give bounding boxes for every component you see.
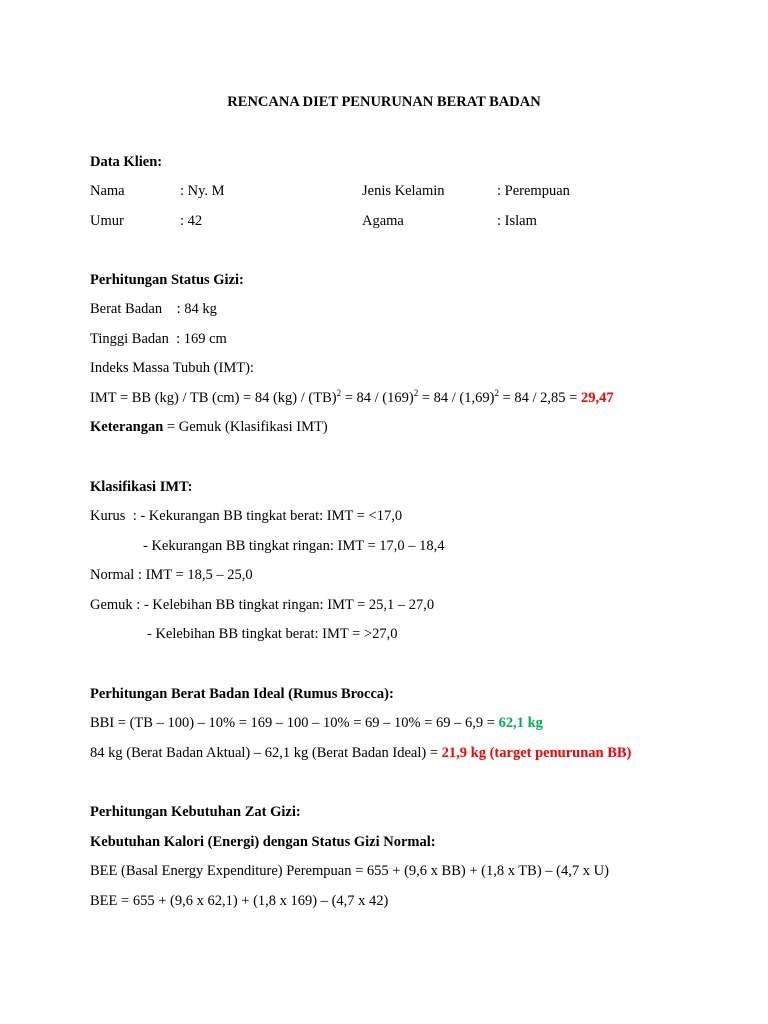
gemuk-line-2: - Kelebihan BB tingkat berat: IMT = >27,0 [147,626,398,642]
imt-exponent-2: 2 [413,388,419,399]
name-value: : Ny. M [180,183,225,199]
bee-formula: BEE (Basal Energy Expenditure) Perempuan = 655 + (9,6 x BB) + (1,8 x TB) – (4,7 x U) [90,863,609,879]
note-line [90,418,328,436]
imt-formula [90,389,614,407]
nutrition-heading: Perhitungan Status Gizi: [90,272,244,288]
religion-label: Agama [362,213,404,229]
imt-result: 29,47 [580,390,614,406]
kurus-line-2: - Kekurangan BB tingkat ringan: IMT = 17,0 – 18,4 [143,538,445,554]
classification-heading: Klasifikasi IMT: [90,479,193,495]
bbi-line [90,714,543,732]
bbi-result: 62,1 kg [498,715,543,731]
normal-line: Normal : IMT = 18,5 – 25,0 [90,567,253,583]
note-text: = Gemuk (Klasifikasi IMT) [163,419,328,435]
weight-line: Berat Badan : 84 kg [90,301,217,317]
gender-label: Jenis Kelamin [362,183,445,199]
imt-part-1: IMT = BB (kg) / TB (cm) = 84 (kg) / (TB) [90,390,337,406]
imt-exponent-3: 2 [494,388,499,399]
bbi-text: BBI = (TB – 100) – 10% = 169 – 100 – 10% = 69 – 10% = 69 – 6,9 = [90,715,499,731]
imt-part-4: = 84 / 2,85 = [498,390,581,406]
age-value: : 42 [180,213,203,229]
target-line [90,744,631,762]
bmi-label: Indeks Massa Tubuh (IMT): [90,360,254,376]
note-label: Keterangan [90,419,164,435]
imt-part-2: = 84 / (169) [341,390,414,406]
needs-subheading: Kebutuhan Kalori (Energi) dengan Status Gizi Normal: [90,834,436,850]
bee-calculation: BEE = 655 + (9,6 x 62,1) + (1,8 x 169) – (4,7 x 42) [90,893,389,909]
imt-part-3: = 84 / (1,69) [418,390,495,406]
target-result: 21,9 kg (target penurunan BB) [441,745,632,761]
target-text: 84 kg (Berat Badan Aktual) – 62,1 kg (Berat Badan Ideal) = [90,745,442,761]
client-heading: Data Klien: [90,154,163,170]
gender-value: : Perempuan [497,183,570,199]
age-label: Umur [90,213,124,229]
gemuk-line-1: Gemuk : - Kelebihan BB tingkat ringan: IMT = 25,1 – 27,0 [90,597,435,613]
height-line: Tinggi Badan : 169 cm [90,331,227,347]
needs-heading: Perhitungan Kebutuhan Zat Gizi: [90,804,301,820]
document-title: RENCANA DIET PENURUNAN BERAT BADAN [227,94,541,110]
religion-value: : Islam [497,213,537,229]
name-label: Nama [90,183,125,199]
ideal-weight-heading: Perhitungan Berat Badan Ideal (Rumus Brocca): [90,686,394,702]
imt-exponent-1: 2 [336,388,342,399]
kurus-line-1: Kurus : - Kekurangan BB tingkat berat: IMT = <17,0 [90,508,403,524]
